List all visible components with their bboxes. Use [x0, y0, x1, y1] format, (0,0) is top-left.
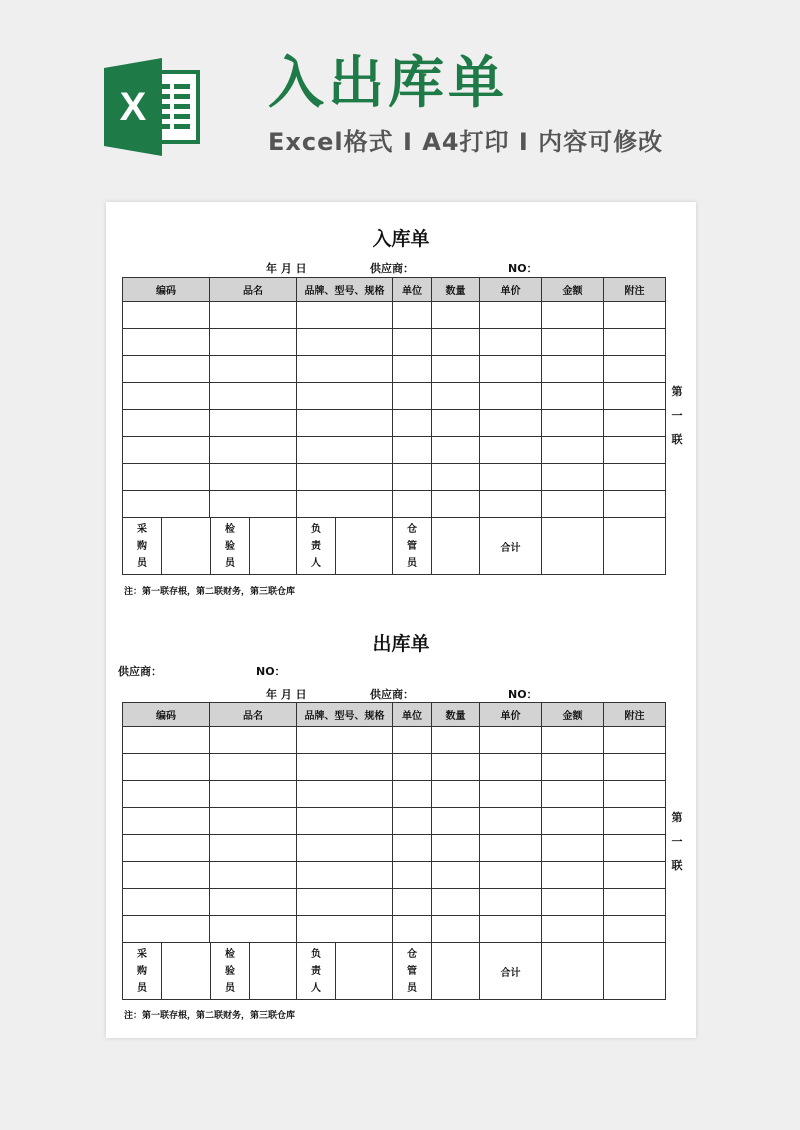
col-header-qty: 数量 — [432, 278, 480, 302]
inbound-no-label: NO： — [508, 262, 538, 275]
inbound-date-label: 年 月 日 — [266, 262, 307, 275]
table-row — [123, 491, 666, 518]
table-row — [123, 437, 666, 464]
table-header-row — [123, 278, 666, 302]
manager-field[interactable] — [336, 518, 393, 574]
manager-label: 负责人 — [311, 948, 321, 994]
outbound-no-label: NO： — [508, 688, 538, 701]
total-label: 合计 — [480, 943, 542, 1000]
excel-logo-icon — [104, 58, 202, 156]
inspector-field[interactable] — [250, 518, 296, 574]
table-row — [123, 329, 666, 356]
copy-label: 第 一 联 — [671, 811, 683, 872]
inspector-label: 检验员 — [225, 523, 235, 569]
purchaser-label: 采购员 — [137, 523, 147, 569]
logo-letter: X — [119, 85, 147, 129]
purchaser-field[interactable] — [162, 518, 211, 574]
outbound-supplier-label-top: 供应商： — [118, 665, 162, 678]
col-header-name: 品名 — [210, 278, 297, 302]
table-row — [123, 835, 666, 862]
outbound-no-label-top: NO： — [256, 665, 286, 678]
purchaser-label: 采购员 — [137, 948, 147, 994]
col-header-amount: 金额 — [542, 278, 604, 302]
copy-label: 第 一 联 — [671, 385, 683, 446]
col-header-code: 编码 — [123, 703, 210, 727]
col-header-remark: 附注 — [604, 703, 666, 727]
col-header-name: 品名 — [210, 703, 297, 727]
col-header-price: 单价 — [480, 278, 542, 302]
table-row — [123, 383, 666, 410]
inbound-supplier-label: 供应商： — [370, 262, 414, 275]
table-row — [123, 862, 666, 889]
table-row — [123, 808, 666, 835]
col-header-unit: 单位 — [393, 278, 432, 302]
manager-label: 负责人 — [311, 523, 321, 569]
table-row — [123, 916, 666, 943]
total-amount-field[interactable] — [542, 518, 604, 575]
warehouse-keeper-field[interactable] — [432, 518, 480, 575]
inbound-body — [123, 302, 666, 518]
outbound-body — [123, 727, 666, 943]
warehouse-keeper-label: 仓管员 — [407, 523, 417, 569]
table-header-row — [123, 703, 666, 727]
inbound-table — [122, 277, 666, 575]
outbound-table — [122, 702, 666, 1000]
inbound-note: 注：第一联存根，第二联财务，第三联仓库 — [124, 587, 296, 597]
col-header-amount: 金额 — [542, 703, 604, 727]
table-row — [123, 302, 666, 329]
total-label: 合计 — [480, 518, 542, 575]
inbound-title: 入库单 — [372, 228, 430, 250]
table-row — [123, 356, 666, 383]
warehouse-keeper-label: 仓管员 — [407, 948, 417, 994]
table-row — [123, 464, 666, 491]
col-header-remark: 附注 — [604, 278, 666, 302]
outbound-supplier-label: 供应商： — [370, 688, 414, 701]
col-header-spec: 品牌、型号、规格 — [297, 278, 393, 302]
page-title: 入出库单 — [268, 51, 508, 116]
table-row — [123, 754, 666, 781]
table-row — [123, 889, 666, 916]
table-row — [123, 781, 666, 808]
outbound-note: 注：第一联存根，第二联财务，第三联仓库 — [124, 1011, 296, 1021]
signature-row — [123, 518, 666, 575]
col-header-code: 编码 — [123, 278, 210, 302]
signature-row — [123, 943, 666, 1000]
warehouse-keeper-field[interactable] — [432, 943, 480, 1000]
page-subtitle: Excel格式 I A4打印 I 内容可修改 — [268, 128, 664, 156]
outbound-date-label: 年 月 日 — [266, 688, 307, 701]
inspector-field[interactable] — [250, 943, 296, 999]
col-header-qty: 数量 — [432, 703, 480, 727]
col-header-spec: 品牌、型号、规格 — [297, 703, 393, 727]
total-amount-field[interactable] — [542, 943, 604, 1000]
table-row — [123, 727, 666, 754]
purchaser-field[interactable] — [162, 943, 211, 999]
outbound-title: 出库单 — [372, 633, 430, 655]
col-header-price: 单价 — [480, 703, 542, 727]
manager-field[interactable] — [336, 943, 393, 999]
table-row — [123, 410, 666, 437]
document-sheet — [106, 202, 696, 1038]
inspector-label: 检验员 — [225, 948, 235, 994]
col-header-unit: 单位 — [393, 703, 432, 727]
